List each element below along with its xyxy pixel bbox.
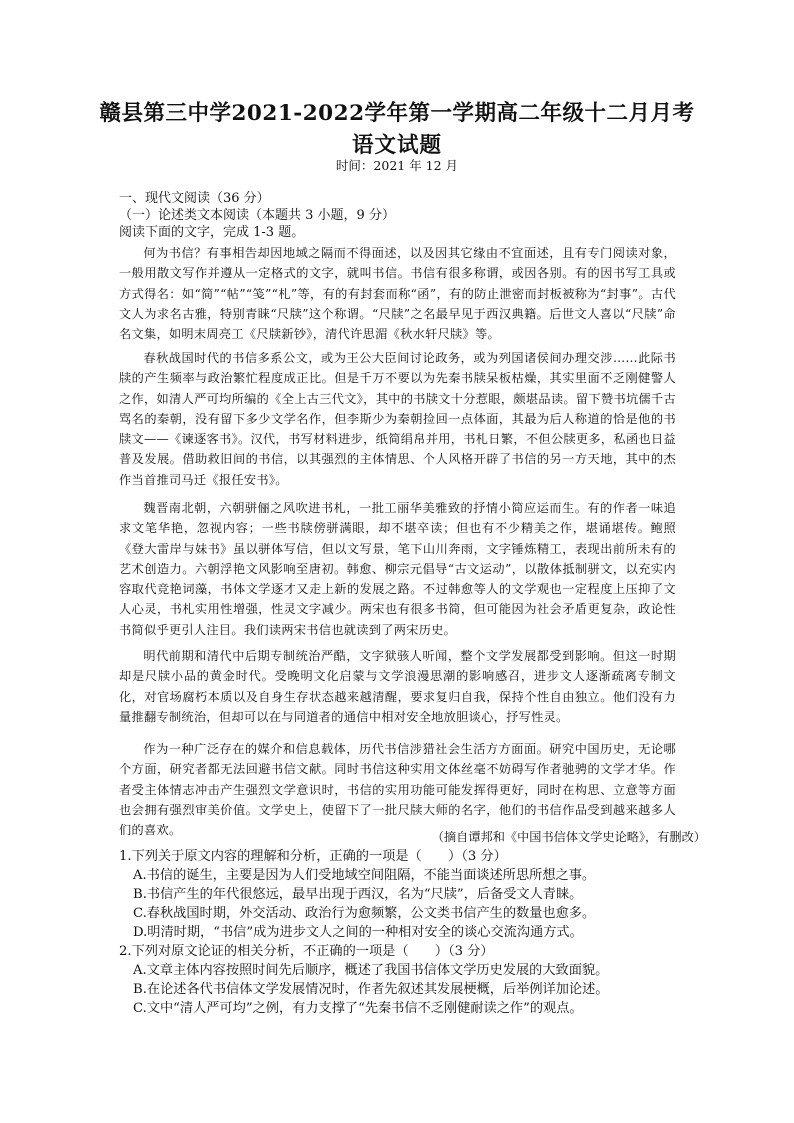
answer-option: D.明清时期，“书信”成为进步文人之间的一种相对安全的谈心交流沟通方式。 [133,925,583,940]
answer-option: A.书信的诞生，主要是因为人们受地域空间阻隔，不能当面谈述所思所想之事。 [133,868,596,883]
exam-title: 赣县第三中学2021-2022学年第一学期高二年级十二月月考 [99,101,695,126]
exam-subject-title: 语文试题 [351,133,442,158]
sub-section-heading: （一）论述类文本阅读（本题共 3 小题，9 分） [119,208,395,223]
passage-paragraph: 春秋战国时代的书信多系公文，或为王公大臣间讨论政务，或为列国诸侯间办理交涉……此际书牍的产生频率与政治繁忙程度成正比。但是千万不要以为先秦书牍呆板枯燥，其实里面不乏刚健警人之作，如清人严可均所编的《全上古三代文》，其中的书牍文十分惹眼，颇堪品读。留下赞书坑儒千古骂名的秦朝，没有留下多少文学名作，但李斯少为秦朝捡回一点体面，其最为后人称道的恰是他的书牍文——《谏逐客书》。汉代，书写材料进步，纸简绢帛并用，书札日繁，不但公牍更多，私函也日益普及发展。借助救旧间的书信，以其强烈的主体情思、个人风格开辟了书信的另一方天地，其中的杰作当首推司马迁《报任安书》。 [119,351,676,487]
question-stem: 2.下列对原文论证的相关分析，不正确的一项是（ ）（3 分） [119,944,494,959]
exam-date: 时间：2021 年 12 月 [335,158,459,173]
passage-source: （摘自谭邦和《中国书信体文学史论略》，有删改） [431,830,706,844]
question-stem: 1.下列关于原文内容的理解和分析，正确的一项是（ ）（3 分） [119,849,507,864]
answer-option: A.文章主体内容按照时间先后顺序，概述了我国书信体文学历史发展的大致面貌。 [133,963,609,978]
section-heading: 一、现代文阅读（36 分） [119,191,270,206]
reading-instruction: 阅读下面的文字，完成 1-3 题。 [119,225,305,240]
passage-paragraph: 魏晋南北朝，六朝骈俪之风吹进书札，一批工丽华美雅致的抒情小简应运而生。有的作者一味追求文笔华艳，忽视内容；一些书牍傍骈满眼，却不堪卒读；但也有不少精美之作，堪诵堪传。鲍照《登大雷岸与妹书》虽以骈体写信，但以文写景，笔下山川奔雨，文字锤炼精工，表现出前所未有的艺术创造力。六朝浮艳文风影响至唐初。韩愈、柳宗元倡导“古文运动”，以散体抵制骈文，以充实内容取代竞艳词藻，书体文学逐才又走上新的发展之路。不过韩愈等人的文学观也一定程度上压抑了文人心灵，书札实用性增强，性灵文字减少。两宋也有很多书简，但可能因为社会矛盾更复杂，政论性书简似乎更引人注目。我们读两宋书信也就读到了两宋历史。 [119,501,676,637]
passage-paragraph: 作为一种广泛存在的媒介和信息载体，历代书信涉猎社会生活方方面面。研究中国历史，无论哪个方面，研究者都无法回避书信文献。同时书信这种实用文体丝毫不妨碍写作者驰骋的文学才华。作者受主体情志冲击产生强烈文学意识时，书信的实用功能可能发挥得更好，同时在构思、立意等方面也会拥有强烈审美价值。文学史上，使留下了一批尺牍大师的名字，他们的书信作品受到越来越多人们的喜欢。 [119,742,676,838]
answer-option: C.春秋战国时期，外交活动、政治行为愈频繁，公文类书信产生的数量也愈多。 [133,906,596,921]
answer-option: B.在论述各代书信体文学发展情况时，作者先叙述其发展梗概，后举例详加论述。 [133,982,609,997]
answer-option: B.书信产生的年代很悠远，最早出现于西汉，名为“尺牍”，后备受文人青睐。 [133,887,583,902]
answer-option: C.文中“清人严可均”之例，有力支撑了“先秦书信不乏刚健耐读之作”的观点。 [133,1001,583,1016]
passage-paragraph: 何为书信？有事相告却因地域之隔而不得面述，以及因其它缘由不宜面述，且有专门阅读对象，一般用散文写作并遵从一定格式的文字，就叫书信。书信有很多称谓，或因各别。有的因书写工具或方式得名：如“简”“帖”“笺”“札”等，有的有封套而称“函”，有的防止泄密而封板被称为“封事”。古代文人为求名古雅，特别青睐“尺牍”这个称谓。“尺牍”之名最早见于西汉典籍。后世文人喜以“尺牍”命名文集，如明末周亮工《尺牍新钞》，清代许思湄《秋水轩尺牍》等。 [119,246,676,342]
passage-paragraph: 明代前期和清代中后期专制统治严酷，文字狱骇人听闻，整个文学发展都受到影响。但这一时期却是尺牍小品的黄金时代。受晚明文化启蒙与文学浪漫思潮的影响感召，进步文人逐渐疏离专制文化，对官场腐朽本质以及自身生存状态越来越清醒，要求复归自我，保持个性自由独立。他们没有力量推翻专制统治，但却可以在与同道者的通信中相对安全地放胆谈心，抒写性灵。 [119,649,676,724]
